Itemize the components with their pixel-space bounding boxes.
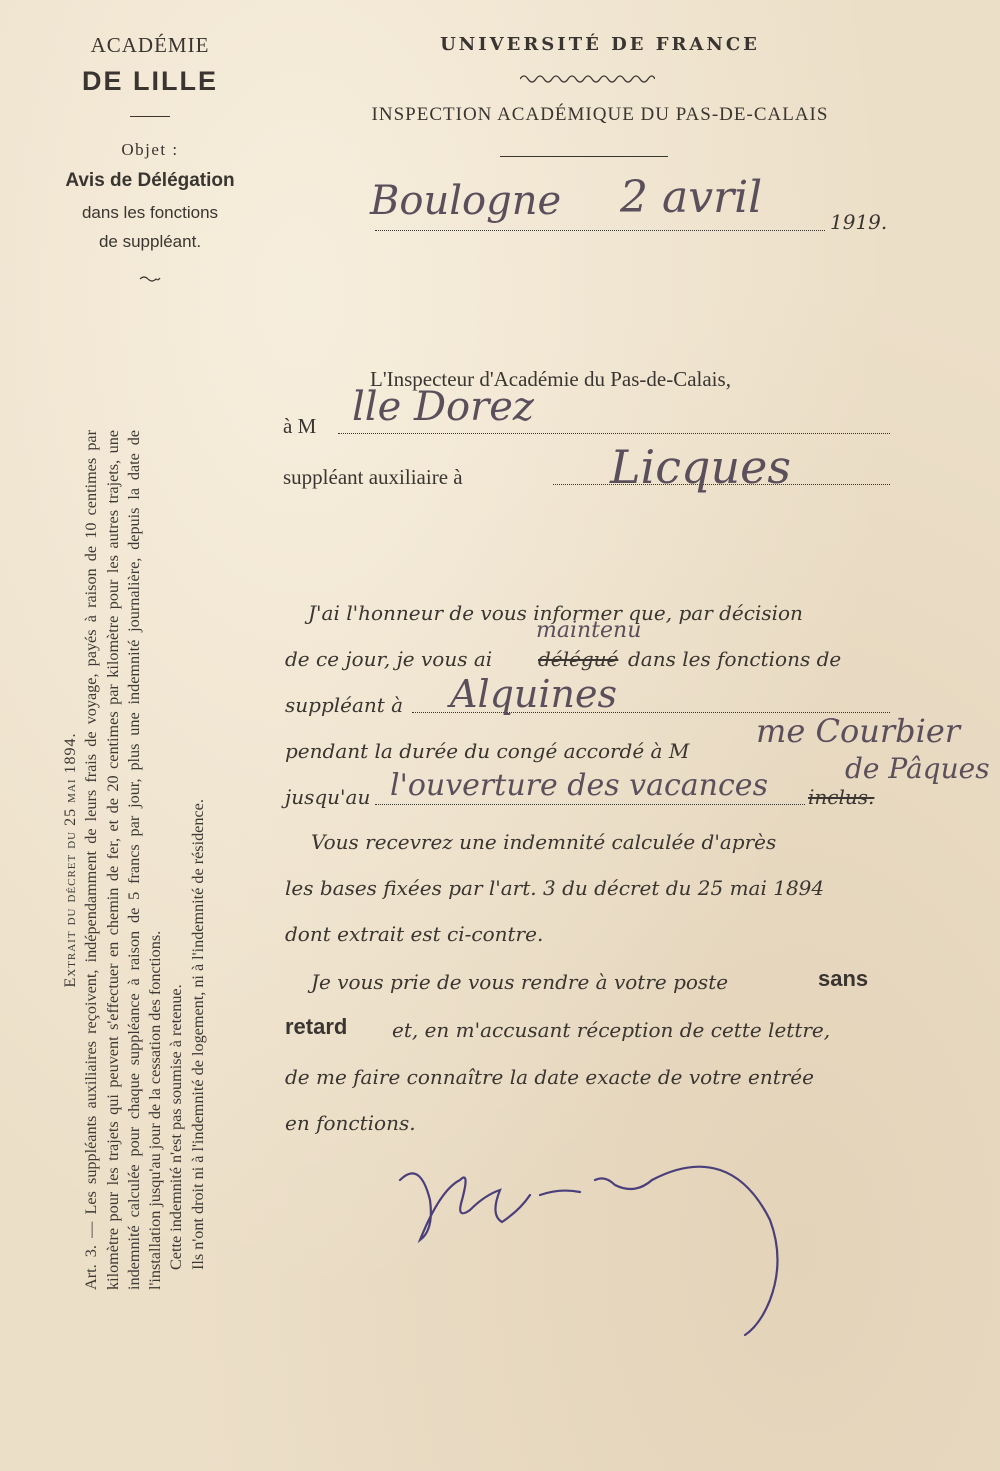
struck-delegue: délégué bbox=[538, 647, 619, 671]
inserted-maintenu: maintenu bbox=[536, 618, 642, 643]
inspecteur-line: L'Inspecteur d'Académie du Pas-de-Calais, bbox=[370, 367, 731, 391]
bold-sans: sans bbox=[818, 966, 869, 991]
decree-logement: Ils n'ont droit ni à l'indemnité de logement, ni à l'indemnité de résidence. bbox=[188, 799, 207, 1270]
name-line bbox=[338, 433, 890, 434]
body-p2-line-2: les bases fixées par l'art. 3 du décret du 25 mai 1894 bbox=[285, 876, 825, 900]
until-line bbox=[375, 804, 805, 805]
objet-line3: de suppléant. bbox=[98, 232, 202, 251]
objet-title: Avis de Délégation bbox=[65, 170, 235, 191]
universite-title: UNIVERSITÉ DE FRANCE bbox=[440, 34, 760, 55]
decree-retenue: Cette indemnité n'est pas soumise à retenue. bbox=[167, 984, 186, 1270]
inspection-title: INSPECTION ACADÉMIQUE DU PAS-DE-CALAIS bbox=[371, 104, 829, 125]
academie-label: ACADÉMIE bbox=[90, 33, 210, 57]
body-line-2b: dans les fonctions de bbox=[628, 647, 842, 671]
decree-extract bbox=[60, 430, 209, 1290]
decree-title: Extrait du décret du 25 mai 1894. bbox=[62, 732, 79, 988]
recipient-place: Licques bbox=[610, 440, 791, 494]
body-p3-line-3: de me faire connaître la date exacte de votre entrée bbox=[285, 1065, 814, 1089]
body-line-1: J'ai l'honneur de vous informer que, par décision bbox=[308, 601, 803, 625]
body-p3-line-1: Je vous prie de vous rendre à votre poste bbox=[311, 970, 729, 994]
a-m-label: à M bbox=[283, 414, 317, 438]
objet-label: Objet : bbox=[121, 140, 179, 159]
objet-line2: dans les fonctions bbox=[81, 203, 219, 222]
ornament-icon bbox=[40, 272, 260, 288]
body-line-4: pendant la durée du congé accordé à M bbox=[285, 739, 690, 763]
date-place: Boulogne bbox=[370, 178, 562, 224]
until-date: l'ouverture des vacances bbox=[390, 768, 768, 803]
recipient-name: lle Dorez bbox=[352, 384, 534, 430]
body-line-3: suppléant à bbox=[285, 693, 404, 717]
wavy-rule bbox=[520, 72, 655, 86]
decree-article: Art. 3. — Les suppléants auxiliaires reçoivent, indépendamment de leurs frais de voyage, payés à raison de 10 centimes par kilomètre pour les trajets qui peuvent s'effectuer en chemin de fer, et de 20 centimes par kilomètre pour les autres trajets, une indemnité calculée pour chaque suppléance à raison de 5 francs par jour, plus une indemnité journalière, depuis la date de l'installation jusqu'au jour de la cessation des fonctions. bbox=[82, 430, 165, 1290]
date-day: 2 avril bbox=[620, 172, 763, 223]
academie-name: DE LILLE bbox=[82, 66, 218, 96]
bold-retard: retard bbox=[285, 1014, 348, 1039]
body-p3-line-2: et, en m'accusant réception de cette lettre, bbox=[392, 1018, 831, 1042]
struck-inclus: inclus. bbox=[808, 785, 875, 809]
body-p2-line-3: dont extrait est ci-contre. bbox=[285, 922, 544, 946]
signature bbox=[390, 1140, 830, 1340]
date-year: 1919. bbox=[830, 210, 888, 234]
date-line bbox=[375, 230, 825, 231]
body-p2-line-1: Vous recevrez une indemnité calculée d'après bbox=[311, 830, 777, 854]
suppleant-label: suppléant auxiliaire à bbox=[283, 465, 463, 489]
divider bbox=[500, 156, 668, 157]
school-name: Alquines bbox=[450, 672, 618, 716]
divider bbox=[130, 116, 170, 117]
body-line-2a: de ce jour, je vous ai bbox=[285, 647, 493, 671]
colleague-name: me Courbier bbox=[756, 712, 961, 750]
body-p3-line-4: en fonctions. bbox=[285, 1111, 416, 1135]
inserted-de-paques: de Pâques bbox=[845, 752, 990, 785]
body-line-5: jusqu'au bbox=[285, 785, 371, 809]
